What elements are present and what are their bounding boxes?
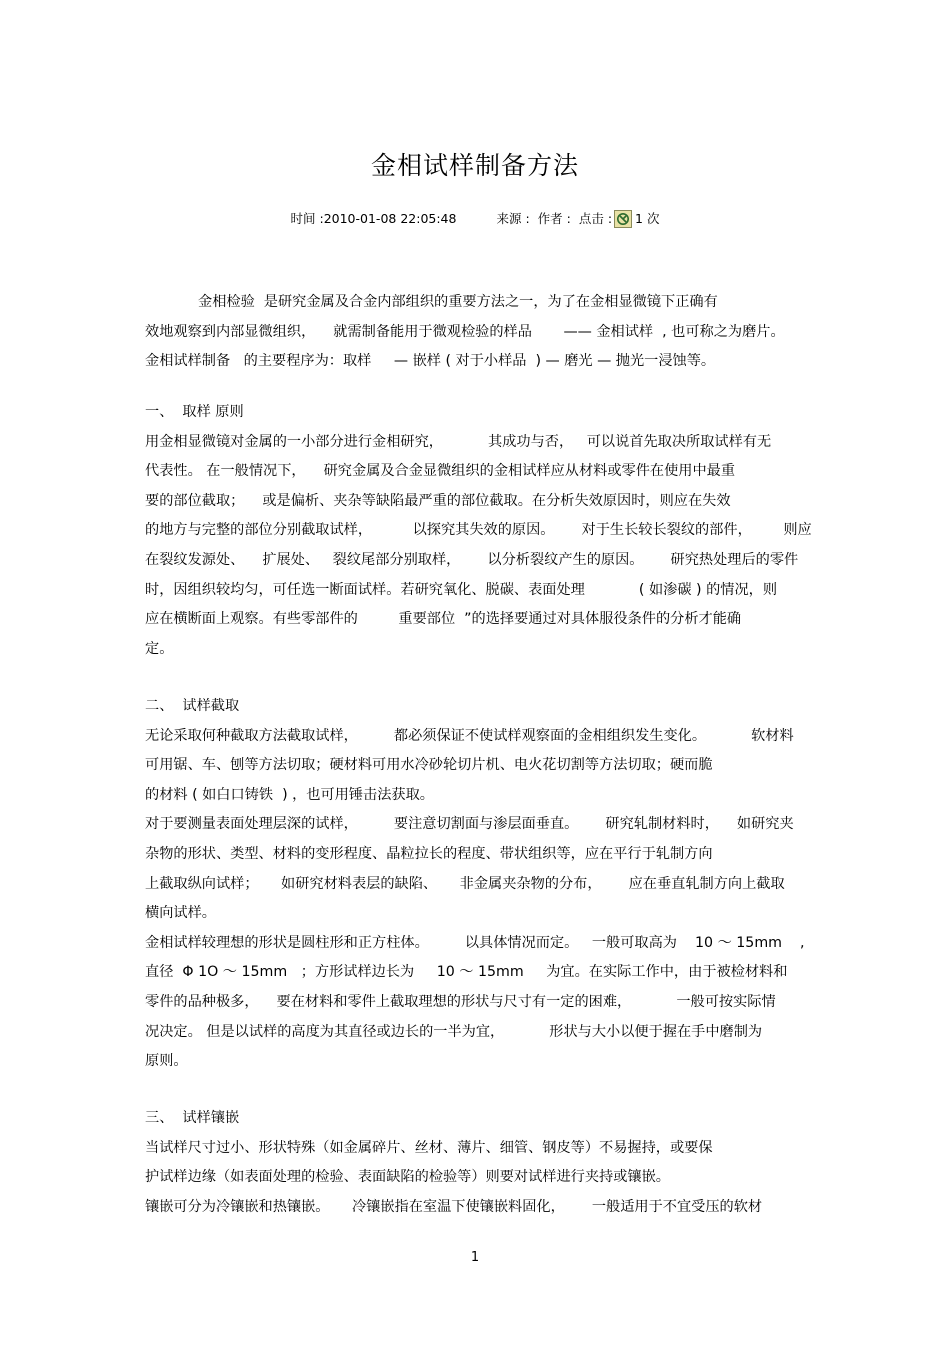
- section-sampling-principle: [145, 398, 810, 664]
- section-heading: 一、 取样 原则: [145, 404, 244, 420]
- body-line: 用金相显微镜对金属的一小部分进行金相研究， 其成功与否， 可以说首先取决所取试样有无: [145, 433, 772, 450]
- section-specimen-cutting: [145, 692, 810, 1077]
- time-label: 时间 :: [290, 210, 324, 226]
- author-label: 作者 :: [537, 210, 571, 226]
- body-line: 应在横断面上观察。有些零部件的 重要部位 ”的选择要通过对具体服役条件的分析才能确: [145, 611, 742, 628]
- body-line: 可用锯、车、刨等方法切取；硬材料可用水冷砂轮切片机、电火花切割等方法切取；硬而脆: [145, 757, 713, 774]
- body-line: 对于要测量表面处理层深的试样， 要注意切割面与渗层面垂直。 研究轧制材料时， 如研究夹: [145, 816, 794, 833]
- source-label: 来源 :: [496, 210, 530, 226]
- section-heading: 二、 试样截取: [145, 698, 240, 714]
- body-line: 金相试样较理想的形状是圆柱形和正方柱体。 以具体情况而定。 一般可取高为 10 ～ 15mm ,: [145, 934, 805, 951]
- body-line: 要的部位截取； 或是偏析、夹杂等缺陷最严重的部位截取。在分析失效原因时，则应在失效: [145, 492, 731, 509]
- section-specimen-mounting: [145, 1104, 810, 1222]
- body-line: 直径 Φ 1O ～ 15mm ；方形试样边长为 10 ～ 15mm 为宜。在实际工作中，由于被检材料和: [145, 964, 788, 981]
- body-line: 在裂纹发源处、 扩展处、 裂纹尾部分别取样， 以分析裂纹产生的原因。 研究热处理后的零件: [145, 551, 799, 568]
- body-line: 当试样尺寸过小、形状特殊（如金属碎片、丝材、薄片、细管、钢皮等）不易握持，或要保: [145, 1139, 713, 1156]
- body-line: 原则。: [145, 1053, 188, 1070]
- body-line: 时，因组织较均匀，可任选一断面试样。若研究氧化、脱碳、表面处理 ( 如渗碳 ) 的情况，则: [145, 581, 778, 598]
- body-line: 零件的品种极多， 要在材料和零件上截取理想的形状与尺寸有一定的困难， 一般可按实际情: [145, 993, 776, 1010]
- click-counter-icon: [614, 210, 632, 228]
- body-line: 上截取纵向试样； 如研究材料表层的缺陷、 非金属夹杂物的分布， 应在垂直轧制方向上截取: [145, 875, 785, 892]
- article-meta: [0, 208, 950, 229]
- body-line: 横向试样。: [145, 905, 216, 922]
- section-heading: 三、 试样镶嵌: [145, 1110, 240, 1126]
- intro-line: 金相检验 是研究金属及合金内部组织的重要方法之一，为了在金相显微镜下正确有: [198, 294, 718, 310]
- intro-line: 效地观察到内部显微组织， 就需制备能用于微观检验的样品 —— 金相试样 , 也可称之为磨片。: [145, 323, 785, 340]
- body-line: 代表性。 在一般情况下， 研究金属及合金显微组织的金相试样应从材料或零件在使用中最重: [145, 463, 736, 480]
- body-line: 无论采取何种截取方法截取试样， 都必须保证不使试样观察面的金相组织发生变化。 软材料: [145, 727, 794, 744]
- intro-paragraph: [145, 288, 810, 377]
- body-line: 镶嵌可分为冷镶嵌和热镶嵌。 冷镶嵌指在室温下使镶嵌料固化， 一般适用于不宜受压的软材: [145, 1198, 763, 1215]
- body-line: 定。: [145, 640, 174, 657]
- clicks-label: 点击 :: [578, 210, 613, 226]
- page-number: 1: [470, 1250, 480, 1265]
- body-line: 况决定。 但是以试样的高度为其直径或边长的一半为宜， 形状与大小以便于握在手中磨制为: [145, 1023, 763, 1040]
- clicks-value: 1 次: [635, 210, 660, 226]
- time-value: 2010-01-08 22:05:48: [323, 210, 457, 226]
- body-line: 的材料 ( 如白口铸铁 ) ，也可用锤击法获取。: [145, 786, 434, 803]
- page-title: 金相试样制备方法: [370, 151, 579, 180]
- body-line: 杂物的形状、类型、材料的变形程度、晶粒拉长的程度、带状组织等，应在平行于轧制方向: [145, 845, 713, 862]
- intro-line: 金相试样制备 的主要程序为：取样 — 嵌样 ( 对于小样品 ) — 磨光 — 抛光一浸蚀等。: [145, 353, 716, 370]
- body-line: 的地方与完整的部位分别截取试样， 以探究其失效的原因。 对于生长较长裂纹的部件， 则应: [145, 522, 812, 539]
- body-line: 护试样边缘（如表面处理的检验、表面缺陷的检验等）则要对试样进行夹持或镶嵌。: [145, 1169, 670, 1186]
